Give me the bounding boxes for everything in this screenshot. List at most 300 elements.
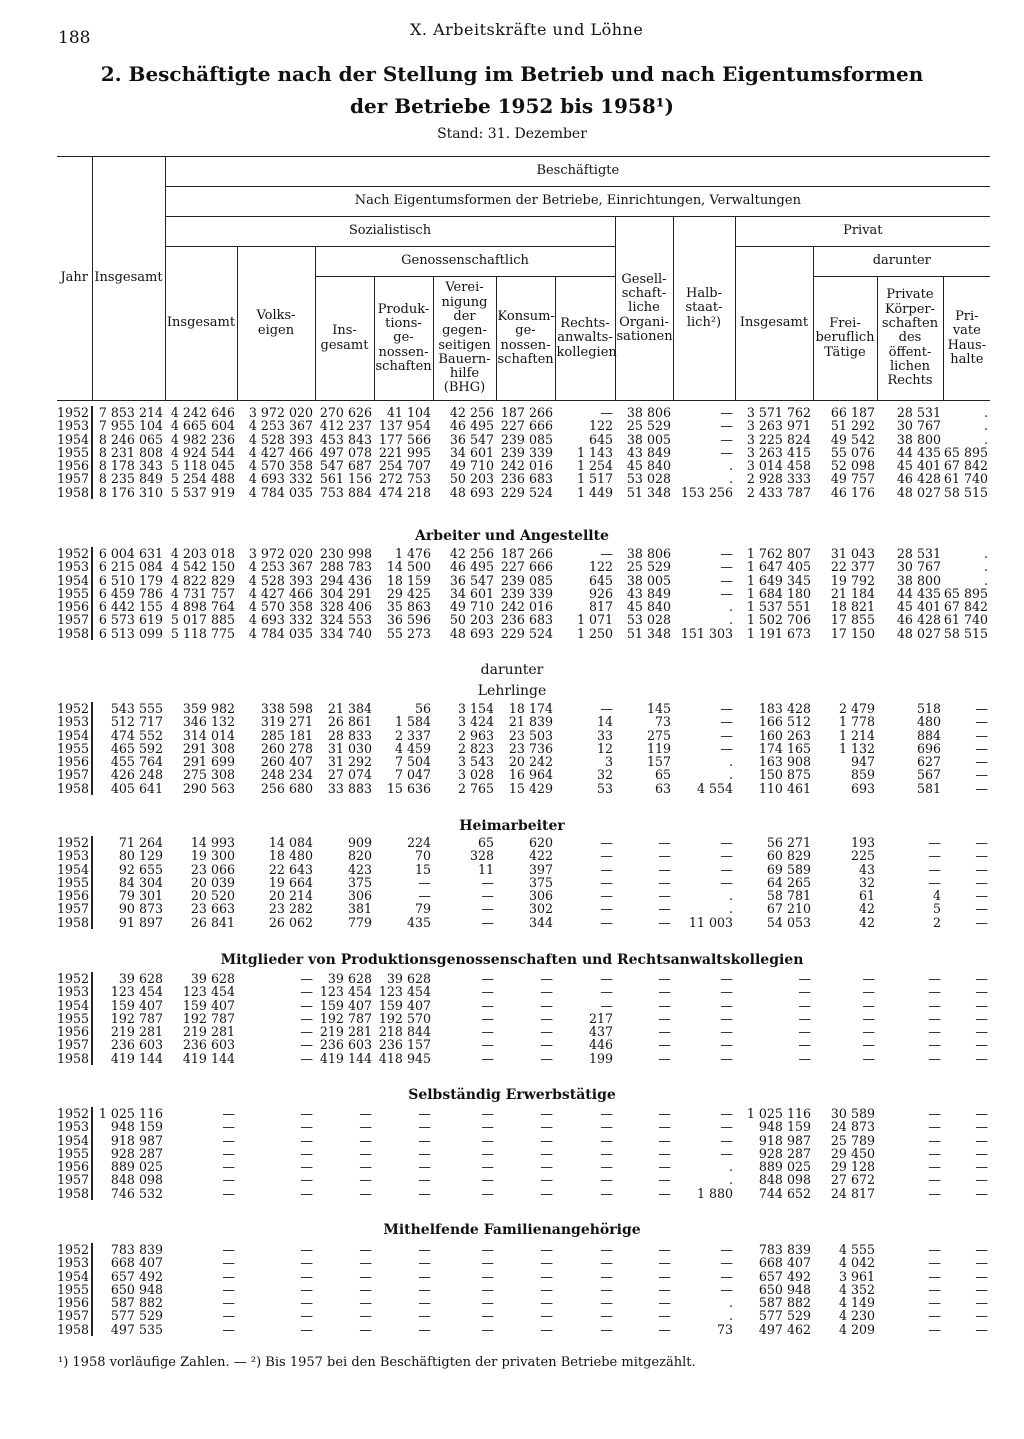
value-cell: 26 062 [268,914,313,930]
value-cell: 696 [916,740,941,756]
value-cell: . [728,1295,733,1311]
value-cell: 31 030 [327,740,372,756]
value-cell: 69 589 [766,861,811,877]
value-cell: 122 [588,559,613,575]
year-cell: 1957 [57,902,92,915]
data-table [57,702,990,795]
value-cell: 4 203 018 [170,546,235,561]
value-cell: 84 304 [118,874,163,890]
value-cell: — [975,1281,988,1297]
value-cell: — [540,1242,553,1257]
value-cell: 291 699 [182,754,235,770]
value-cell: 783 839 [758,1242,811,1257]
value-cell: 48 693 [449,484,494,500]
value-cell: — [975,754,988,770]
value-cell: — [300,1024,313,1040]
value-cell: 22 377 [830,559,875,575]
value-cell: — [418,1281,431,1297]
value-cell: — [481,1321,494,1337]
value-cell: — [540,1321,553,1337]
value-cell: 405 641 [110,780,163,796]
value-cell: 151 303 [680,625,733,641]
value-cell: — [481,984,494,1000]
value-cell: — [928,1145,941,1161]
value-cell: 65 [654,767,671,783]
value-cell: — [658,1159,671,1175]
value-cell: 18 821 [830,599,875,615]
value-cell: 239 085 [500,572,553,588]
value-cell: 1 762 807 [746,546,811,561]
value-cell: — [300,1050,313,1066]
value-cell: 16 964 [508,767,553,783]
value-cell: — [540,1268,553,1284]
value-cell: 23 503 [508,727,553,743]
value-cell: 455 764 [110,754,163,770]
value-cell: — [720,585,733,601]
value-cell: . [728,888,733,904]
table-row [57,999,990,1012]
value-cell: — [720,1024,733,1040]
value-cell: — [862,1050,875,1066]
value-cell: 15 429 [508,780,553,796]
value-cell: — [928,971,941,986]
value-cell: 657 492 [110,1268,163,1284]
value-cell: — [658,1132,671,1148]
value-cell: 7 504 [394,754,431,770]
value-cell: 39 628 [190,971,235,986]
value-cell: — [975,1132,988,1148]
value-cell: — [720,714,733,730]
table-row [57,1120,990,1133]
value-cell: 3 424 [457,714,494,730]
value-cell: — [540,971,553,986]
value-cell: 43 849 [626,444,671,460]
value-cell: — [600,1119,613,1135]
table-row [57,876,990,889]
value-cell: 49 757 [830,471,875,487]
value-cell: 192 787 [319,1010,372,1026]
value-cell: 285 181 [260,727,313,743]
value-cell: 30 767 [896,559,941,575]
value-cell: — [975,701,988,716]
value-cell: — [798,1010,811,1026]
value-cell: 18 174 [508,701,553,716]
value-cell: 187 266 [500,546,553,561]
value-cell: — [658,1242,671,1257]
value-cell: 4 784 035 [248,625,313,641]
value-cell: — [540,1050,553,1066]
value-cell: 3 972 020 [248,405,313,420]
value-cell: — [928,848,941,864]
value-cell: 272 753 [378,471,431,487]
value-cell: 909 [347,835,372,850]
value-cell: 1 132 [838,740,875,756]
value-cell: — [720,1242,733,1257]
value-cell: — [720,874,733,890]
value-cell: 419 144 [319,1050,372,1066]
year-cell: 1955 [57,1283,92,1296]
value-cell: — [359,1295,372,1311]
value-cell: 67 842 [943,458,988,474]
value-cell: — [798,997,811,1013]
table-row [57,985,990,998]
value-cell: — [540,1308,553,1324]
value-cell: 23 663 [190,901,235,917]
value-cell: . [983,431,988,447]
table-row [57,916,990,929]
header-privat: Privat [735,217,990,247]
value-cell: 46 495 [449,559,494,575]
table-row [57,574,990,587]
value-cell: 344 [528,914,553,930]
value-cell: 346 132 [182,714,235,730]
table-row [57,1270,990,1283]
value-cell: 397 [528,861,553,877]
value-cell: 42 256 [449,405,494,420]
value-cell: — [658,888,671,904]
value-cell: — [975,1106,988,1121]
value-cell: 91 897 [118,914,163,930]
table-row [57,1012,990,1025]
value-cell: — [300,1242,313,1257]
value-cell: — [300,1132,313,1148]
header-sozialistisch: Sozialistisch [165,217,615,247]
value-cell: — [600,1321,613,1337]
value-cell: — [481,1242,494,1257]
value-cell: 230 998 [319,546,372,561]
value-cell: — [975,1119,988,1135]
section-title: Arbeiter und Angestellte [415,528,609,544]
value-cell: — [600,701,613,716]
value-cell: 6 004 631 [98,546,163,561]
value-cell: 465 592 [110,740,163,756]
value-cell: 17 150 [830,625,875,641]
value-cell: 137 954 [378,418,431,434]
table-row [57,547,990,560]
header-volkseigen: Volks- eigen [237,247,315,401]
value-cell: 928 287 [110,1145,163,1161]
value-cell: 79 301 [118,888,163,904]
value-cell: 46 428 [896,612,941,628]
value-cell: — [600,835,613,850]
value-cell: — [862,984,875,1000]
value-cell: — [975,984,988,1000]
value-cell: . [983,546,988,561]
value-cell: 248 234 [260,767,313,783]
value-cell: 2 765 [457,780,494,796]
year-cell: 1953 [57,715,92,728]
data-table [57,972,990,1065]
value-cell: 55 076 [830,444,875,460]
value-cell: 2 823 [457,740,494,756]
year-cell: 1957 [57,1038,92,1051]
year-cell: 1956 [57,600,92,613]
value-cell: — [300,984,313,1000]
value-cell: — [658,971,671,986]
table-row [57,1134,990,1147]
value-cell: — [975,848,988,864]
value-cell: 31 043 [830,546,875,561]
header-genossenschaftlich: Genossenschaftlich [315,247,615,277]
year-cell: 1955 [57,446,92,459]
value-cell: 41 104 [386,405,431,420]
value-cell: — [720,1106,733,1121]
value-cell: — [540,1106,553,1121]
section-title: darunter [480,662,544,678]
value-cell: — [481,1255,494,1271]
value-cell: 61 [858,888,875,904]
value-cell: 192 787 [182,1010,235,1026]
year-cell: 1958 [57,1323,92,1336]
value-cell: 306 [528,888,553,904]
value-cell: 50 203 [449,612,494,628]
value-cell: — [658,1172,671,1188]
value-cell: — [222,1295,235,1311]
value-cell: 24 873 [830,1119,875,1135]
value-cell: — [975,1255,988,1271]
value-cell: 159 407 [182,997,235,1013]
value-cell: — [658,861,671,877]
value-cell: 219 281 [182,1024,235,1040]
year-cell: 1952 [57,406,92,419]
value-cell: — [600,1268,613,1284]
value-cell: . [728,767,733,783]
value-cell: — [540,1295,553,1311]
value-cell: 63 [654,780,671,796]
value-cell: — [418,888,431,904]
value-cell: 3 028 [457,767,494,783]
value-cell: 38 806 [626,546,671,561]
value-cell: 543 555 [110,701,163,716]
value-cell: . [983,559,988,575]
value-cell: 948 159 [110,1119,163,1135]
value-cell: 291 308 [182,740,235,756]
value-cell: — [720,1119,733,1135]
year-cell: 1957 [57,613,92,626]
value-cell: 3 154 [457,701,494,716]
value-cell: 4 570 358 [248,599,313,615]
value-cell: 49 710 [449,458,494,474]
value-cell: 44 435 [896,585,941,601]
value-cell: — [928,874,941,890]
value-cell: 25 529 [626,418,671,434]
value-cell: — [720,971,733,986]
value-cell: — [418,1255,431,1271]
value-cell: 36 547 [449,572,494,588]
value-cell: — [720,848,733,864]
value-cell: 2 928 333 [746,471,811,487]
value-cell: — [600,1308,613,1324]
data-table [57,1107,990,1200]
value-cell: 123 454 [110,984,163,1000]
value-cell: 4 731 757 [170,585,235,601]
value-cell: — [720,405,733,420]
value-cell: — [658,1321,671,1337]
value-cell: 6 442 155 [98,599,163,615]
value-cell: — [720,1281,733,1297]
table-row [57,472,990,485]
value-cell: — [600,984,613,1000]
value-cell: — [975,1024,988,1040]
table-row [57,1309,990,1322]
value-cell: — [540,1119,553,1135]
value-cell: 497 535 [110,1321,163,1337]
value-cell: 236 603 [319,1037,372,1053]
value-cell: 36 547 [449,431,494,447]
value-cell: . [983,405,988,420]
value-cell: 375 [528,874,553,890]
value-cell: 3 225 824 [746,431,811,447]
value-cell: — [481,874,494,890]
section-title: Mithelfende Familienangehörige [383,1222,641,1238]
value-cell: — [720,546,733,561]
value-cell: 14 084 [268,835,313,850]
value-cell: 2 337 [394,727,431,743]
value-cell: — [300,1106,313,1121]
value-cell: . [728,458,733,474]
value-cell: 645 [588,431,613,447]
year-cell: 1957 [57,1173,92,1186]
value-cell: 45 840 [626,599,671,615]
value-cell: — [222,1106,235,1121]
value-cell: — [222,1321,235,1337]
value-cell: — [658,1050,671,1066]
value-cell: 150 875 [758,767,811,783]
value-cell: — [222,1132,235,1148]
value-cell: — [658,984,671,1000]
value-cell: 65 895 [943,444,988,460]
value-cell: 4 784 035 [248,484,313,500]
table-row [57,1052,990,1065]
value-cell: — [222,1119,235,1135]
table-row [57,1160,990,1173]
value-cell: — [975,874,988,890]
value-cell: — [658,901,671,917]
table-row [57,902,990,915]
value-cell: — [359,1255,372,1271]
year-cell: 1955 [57,1147,92,1160]
value-cell: — [658,997,671,1013]
reference-date: Stand: 31. Dezember [437,126,587,142]
year-cell: 1958 [57,627,92,640]
value-cell: — [798,971,811,986]
value-cell: 19 664 [268,874,313,890]
value-cell: — [300,1037,313,1053]
page-number: 188 [58,28,91,48]
value-cell: 177 566 [378,431,431,447]
value-cell: 23 282 [268,901,313,917]
value-cell: 51 348 [626,625,671,641]
value-cell: — [928,1024,941,1040]
value-cell: — [600,888,613,904]
chapter-title: X. Arbeitskräfte und Löhne [410,20,644,39]
value-cell: — [359,1308,372,1324]
value-cell: . [983,418,988,434]
value-cell: — [481,1185,494,1201]
value-cell: 221 995 [378,444,431,460]
value-cell: — [481,1295,494,1311]
value-cell: — [862,971,875,986]
value-cell: 2 479 [838,701,875,716]
value-cell: 302 [528,901,553,917]
value-cell: 437 [588,1024,613,1040]
value-cell: 67 842 [943,599,988,615]
value-cell: 14 993 [190,835,235,850]
value-cell: — [481,1010,494,1026]
value-cell: 6 513 099 [98,625,163,641]
value-cell: — [481,1145,494,1161]
value-cell: 753 884 [319,484,372,500]
value-cell: 650 948 [110,1281,163,1297]
year-cell: 1955 [57,742,92,755]
year-cell: 1953 [57,985,92,998]
value-cell: — [720,1037,733,1053]
value-cell: 242 016 [500,458,553,474]
value-cell: — [540,1185,553,1201]
value-cell: — [975,1145,988,1161]
value-cell: 58 515 [943,625,988,641]
value-cell: — [862,1024,875,1040]
value-cell: 45 401 [896,599,941,615]
value-cell: 7 955 104 [98,418,163,434]
value-cell: 33 [596,727,613,743]
year-cell: 1958 [57,1187,92,1200]
value-cell: 8 231 808 [98,444,163,460]
value-cell: 192 570 [378,1010,431,1026]
value-cell: — [928,835,941,850]
table-row [57,406,990,419]
year-cell: 1958 [57,1052,92,1065]
value-cell: — [928,1281,941,1297]
value-cell: — [658,874,671,890]
value-cell: 1 584 [394,714,431,730]
table-row [57,849,990,862]
section-title: Heimarbeiter [459,818,565,834]
value-cell: 38 800 [896,572,941,588]
value-cell: . [728,1172,733,1188]
value-cell: . [728,612,733,628]
value-cell: — [600,1132,613,1148]
value-cell: 1 254 [576,458,613,474]
value-cell: — [928,1119,941,1135]
value-cell: 587 882 [110,1295,163,1311]
value-cell: — [720,727,733,743]
header-private-haushalte: Pri- vate Haus- halte [943,277,990,401]
value-cell: 53 [596,780,613,796]
value-cell: . [728,754,733,770]
value-cell: 52 098 [830,458,875,474]
value-cell: 56 [414,701,431,716]
section-title: Selbständig Erwerbstätige [408,1087,616,1103]
value-cell: — [928,1295,941,1311]
value-cell: 4 253 367 [248,418,313,434]
value-cell: 817 [588,599,613,615]
value-cell: 6 573 619 [98,612,163,628]
value-cell: 227 666 [500,559,553,575]
column-header [57,156,990,401]
table-row [57,1243,990,1256]
value-cell: — [928,1321,941,1337]
value-cell: 4 427 466 [248,585,313,601]
value-cell: — [975,1159,988,1175]
value-cell: — [658,1308,671,1324]
year-cell: 1953 [57,1256,92,1269]
value-cell: 859 [850,767,875,783]
value-cell: 567 [916,767,941,783]
value-cell: 31 292 [327,754,372,770]
value-cell: 224 [406,835,431,850]
value-cell: — [540,1255,553,1271]
